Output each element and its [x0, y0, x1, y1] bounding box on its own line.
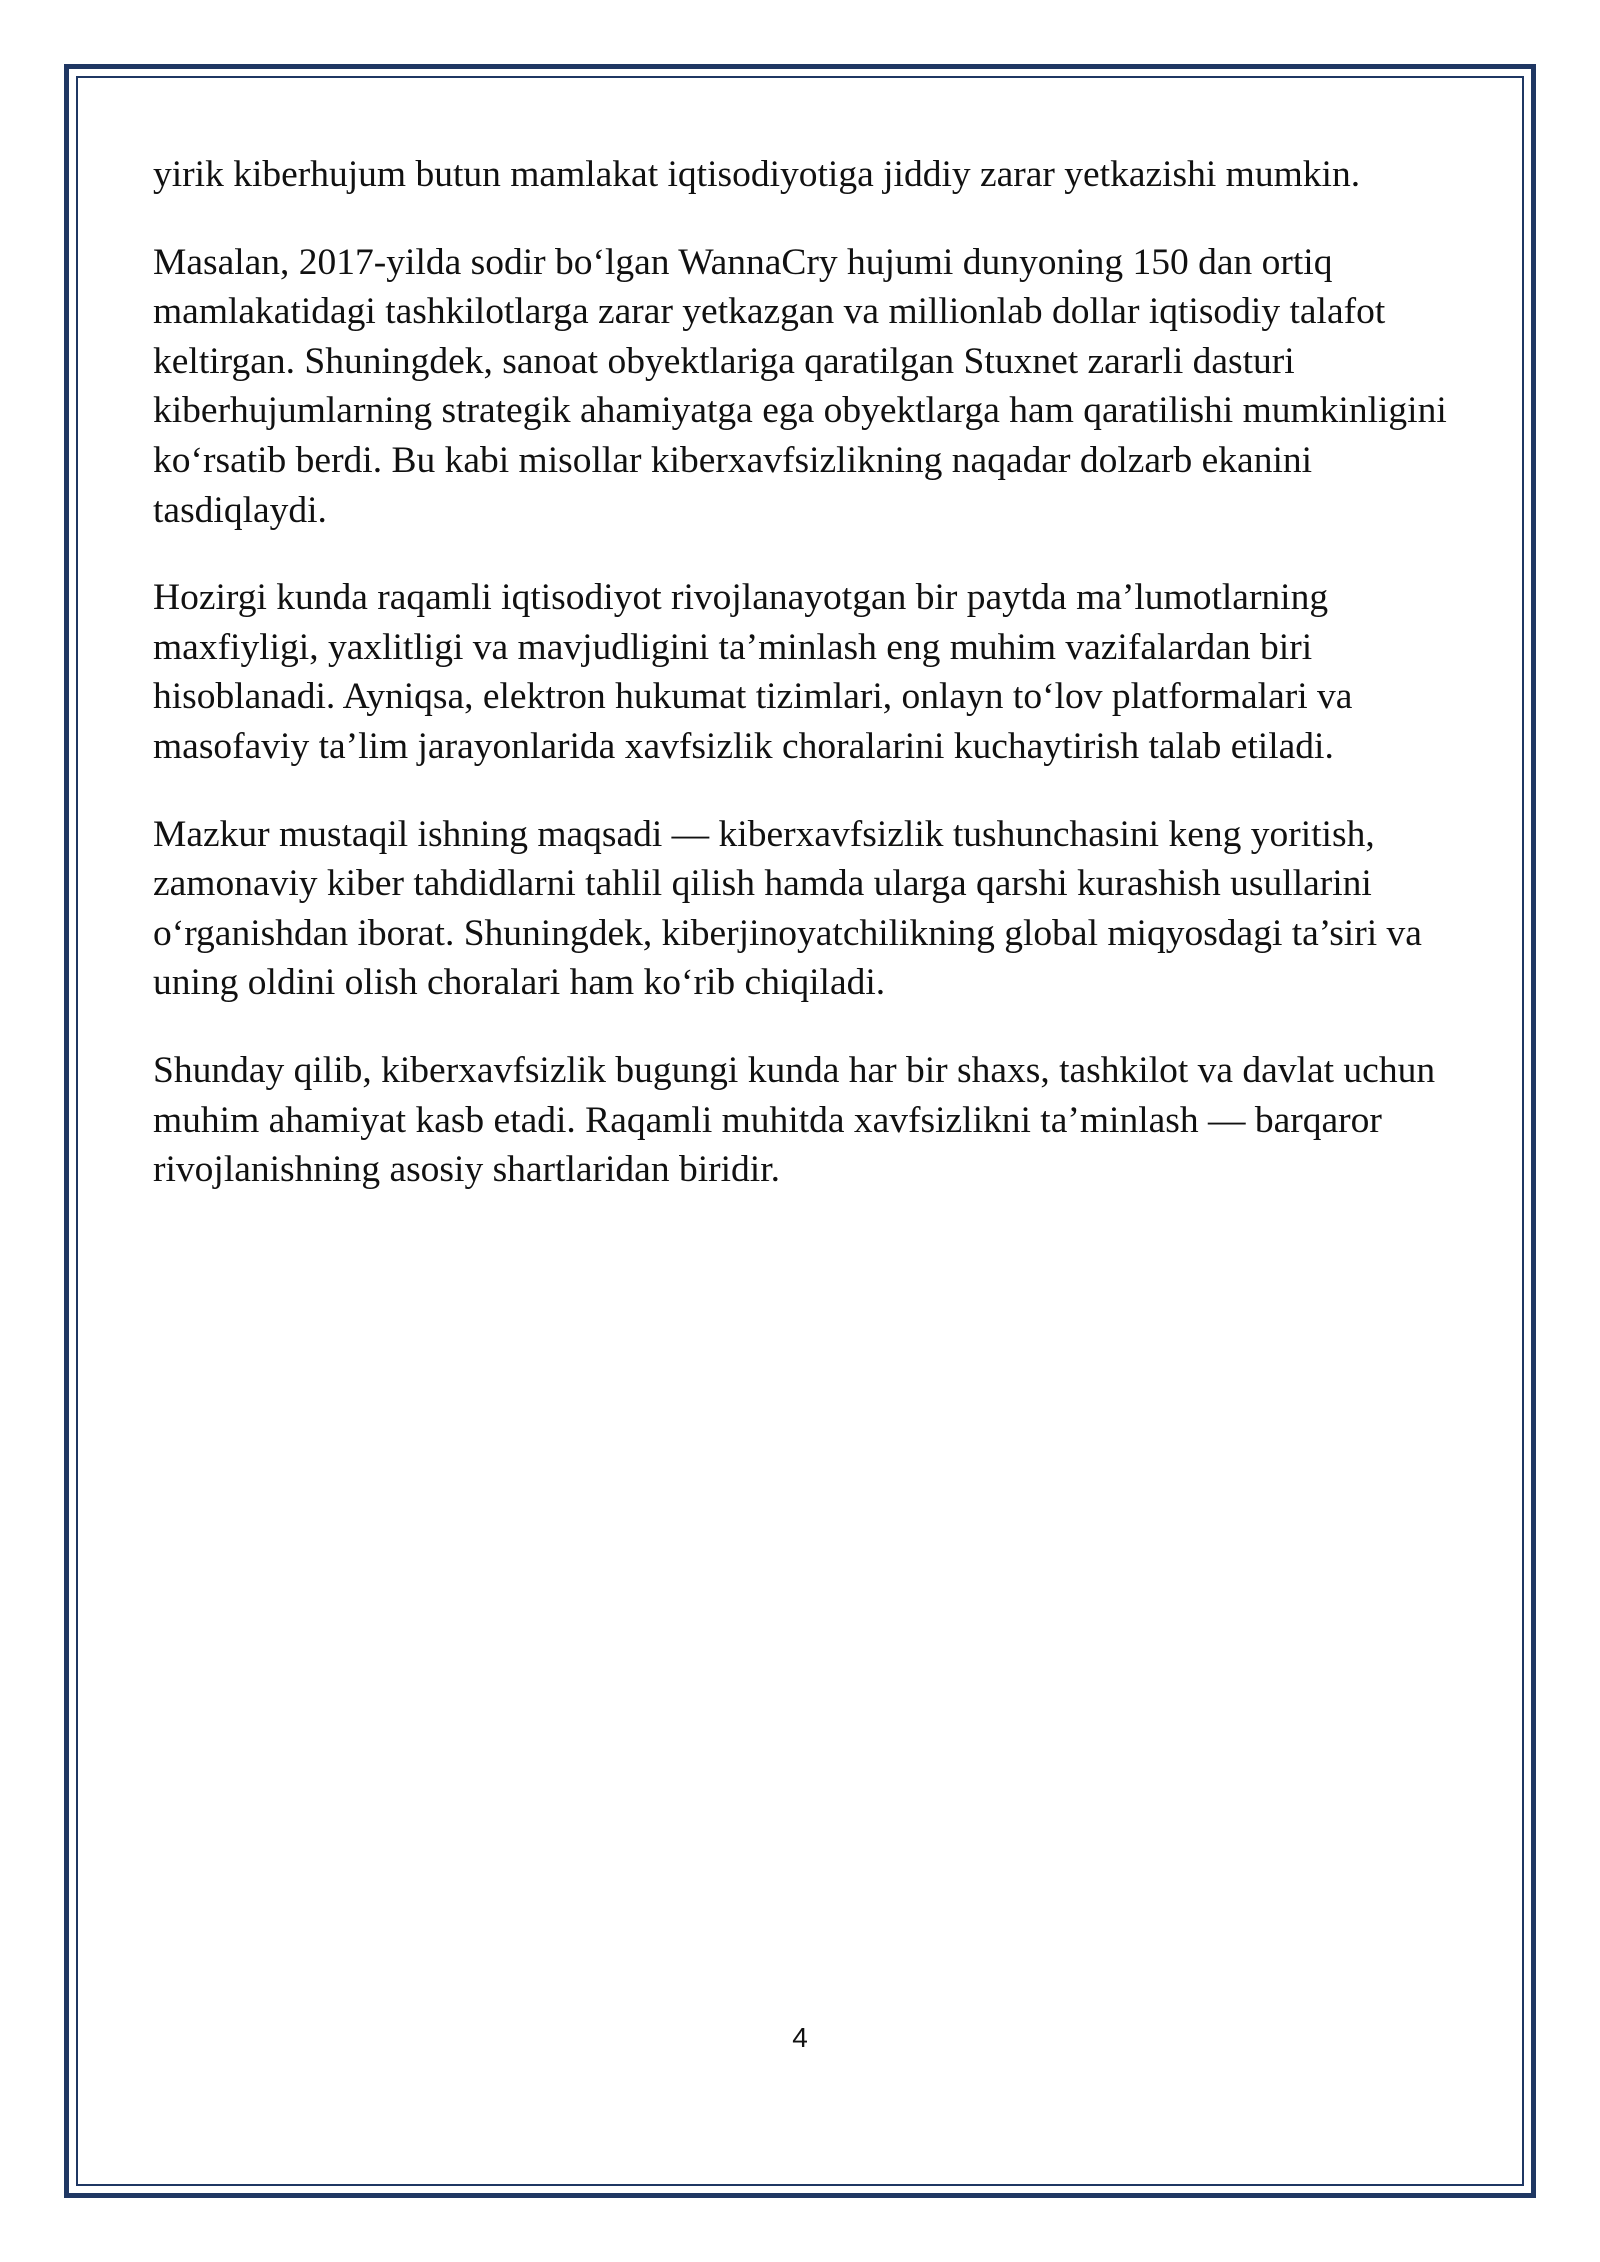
paragraph-1: yirik kiberhujum butun mamlakat iqtisodiyotiga jiddiy zarar yetkazishi mumkin. [153, 154, 1361, 195]
page-number: 4 [792, 2022, 808, 2053]
paragraph-3: Hozirgi kunda raqamli iqtisodiyot rivojlanayotgan bir paytda ma’lumotlarning maxfiyligi, yaxlitligi va mavjudligini ta’minlash eng muhim vazifalardan biri hisoblanadi. Ayniqsa, elektron hukumat tizimlari, onlayn to‘lov platformalari va masofaviy ta’lim jarayonlarida xavfsizlik choralarini kuchaytirish talab etiladi. [153, 577, 1353, 767]
paragraph-5: Shunday qilib, kiberxavfsizlik bugungi kunda har bir shaxs, tashkilot va davlat uchun muhim ahamiyat kasb etadi. Raqamli muhitda xavfsizlikni ta’minlash — barqaror rivojlanishning asosiy shartlaridan biridir. [153, 1049, 1436, 1191]
document-body [153, 150, 1493, 1233]
paragraph-2: Masalan, 2017-yilda sodir bo‘lgan WannaCry hujumi dunyoning 150 dan ortiq mamlakatidagi tashkilotlarga zarar yetkazgan va millionlab dollar iqtisodiy talafot keltirgan. Shuningdek, sanoat obyektlariga qaratilgan Stuxnet zararli dasturi kiberhujumlarning strategik ahamiyatga ega obyektlarga ham qaratilishi mumkinligini ko‘rsatib berdi. Bu kabi misollar kiberxavfsizlikning naqadar dolzarb ekanini tasdiqlaydi. [153, 241, 1447, 531]
paragraph-4: Mazkur mustaqil ishning maqsadi — kiberxavfsizlik tushunchasini keng yoritish, zamonaviy kiber tahdidlarni tahlil qilish hamda ularga qarshi kurashish usullarini o‘rganishdan iborat. Shuningdek, kiberjinoyatchilikning global miqyosdagi ta’siri va uning oldini olish choralari ham ko‘rib chiqiladi. [153, 813, 1422, 1004]
